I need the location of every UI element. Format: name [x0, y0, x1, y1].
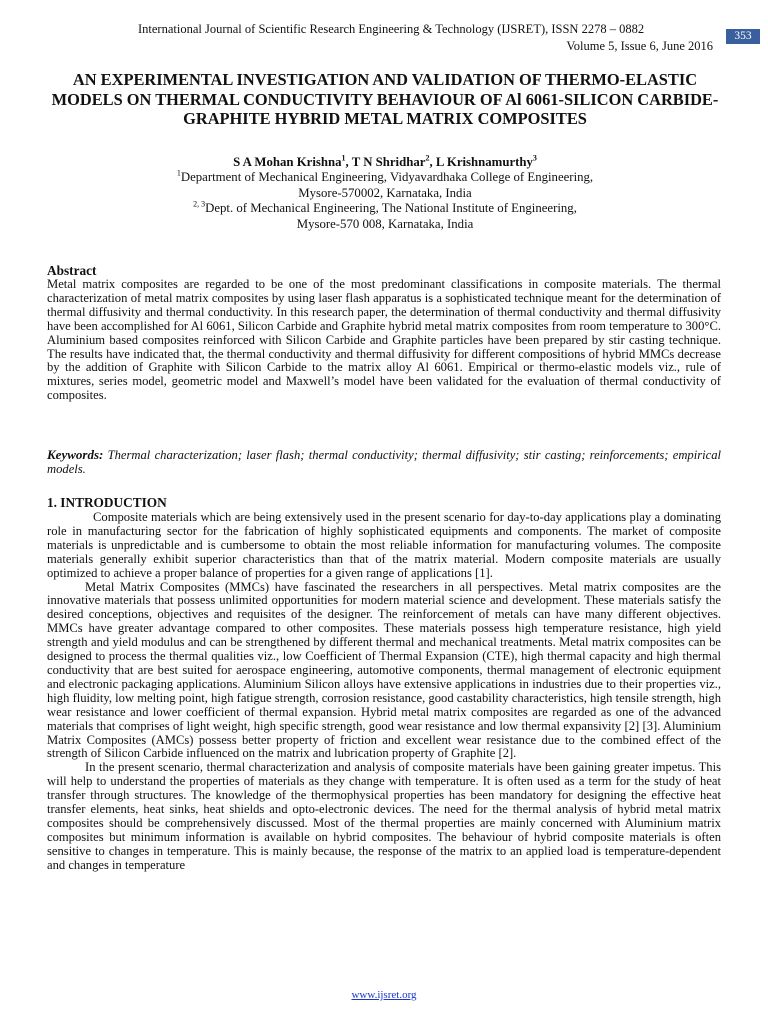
affiliation-sup: 2, 3 — [193, 199, 206, 209]
journal-header: International Journal of Scientific Research Engineering & Technology (IJSRET), ISSN 2278 – 0882 — [138, 22, 645, 36]
introduction-body — [47, 511, 721, 873]
affiliation-line: Mysore-570 008, Karnataka, India — [296, 216, 474, 231]
affiliation-sup: 1 — [176, 168, 181, 178]
affiliation-line: Dept. of Mechanical Engineering, The National Institute of Engineering, — [205, 201, 577, 215]
author-name: T N Shridhar — [351, 155, 426, 169]
paragraph: In the present scenario, thermal characterization and analysis of composite materials have been gaining greater impetus. This will help to understand the properties of materials as they change with temperature. It is often used as a term for the study of heat transfer through structures. The knowledge of the thermophysical properties has been mandatory for designing the effective heat transfer elements, heat sinks, heat shields and opto-electronic devices. The need for the thermal analysis of hybrid metal matrix composites should be comprehensively discussed. Most of the thermal properties are mainly concerned with Aluminium matrix composites but minimum information is available on hybrid composites. The behaviour of hybrid composite materials is often sensitive to changes in temperature. This is mainly because, the response of the matrix to an applied load is temperature-dependent and changes in temperature — [47, 760, 721, 872]
affiliation-line: Department of Mechanical Engineering, Vidyavardhaka College of Engineering, — [180, 170, 594, 184]
author-separator: , — [429, 155, 436, 169]
journal-website-link[interactable]: www.ijsret.org — [351, 989, 417, 1001]
author-name: S A Mohan Krishna — [233, 155, 342, 169]
abstract-text: Metal matrix composites are regarded to be one of the most predominant classifications in composite materials. The thermal characterization of metal matrix composites by using laser flash apparatus is a sophisticated technique meant for the determination of thermal diffusivity and thermal conductivity. In this research paper, the determination of thermal conductivity and thermal diffusivity have been accomplished for Al 6061, Silicon Carbide and Graphite hybrid metal matrix composites from room temperature to 300°C. Aluminium based composites reinforced with Silicon Carbide and Graphite particles have been prepared by stir casting technique. The results have indicated that, the thermal conductivity and thermal diffusivity for different compositions of hybrid MMCs decrease by the addition of Graphite with Silicon Carbide to the matrix alloy Al 6061. Empirical or thermo-elastic models viz., rule of mixtures, series model, geometric model and Maxwell’s model have been validated for the evaluation of thermal conductivity of composites. — [47, 277, 721, 403]
page-number-badge: 353 — [726, 29, 760, 44]
author-list — [40, 155, 730, 171]
section-heading-introduction: 1. INTRODUCTION — [47, 495, 167, 510]
paragraph: Metal Matrix Composites (MMCs) have fascinated the researchers in all perspectives. Metal matrix composites are the innovative materials that possess unlimited opportunities for modern material science and development. These materials satisfy the desired conceptions, objectives and requisites of the designer. The reinforcement of metals can have many different objectives. MMCs have greater advantage compared to other composites. These materials possess high temperature resistance, high yield strength and yield modulus and can be strengthened by different thermal and mechanical treatments. Metal matrix composites can be designed to process the thermal qualities viz., low Coefficient of Thermal Expansion (CTE), high thermal capacity and high thermal conductivity that are best suited for aerospace engineering, automotive components, thermal management of electronic equipment and electronic packaging applications. Aluminium Silicon alloys have extensive applications in industries due to their properties viz., high fluidity, low melting point, high fatigue strength, corrosion resistance, good castability characteristics, high tensile strength, high wear resistance and lower coefficient of thermal expansion. Hybrid metal matrix composites are regarded as one of the advanced materials that comprises of light weight, high specific strength, good wear resistance and low thermal expansivity [2] [3]. Aluminium Matrix Composites (AMCs) possess better property of friction and excellent wear resistance due to the combined effect of the strength of Silicon Carbide influenced on the matrix and lubrication property of Graphite [2]. — [47, 579, 721, 761]
author-sup: 1 — [341, 153, 346, 163]
author-name: L Krishnamurthy — [435, 155, 533, 169]
keywords-label: Keywords: — [47, 447, 104, 462]
author-sup: 2 — [425, 153, 430, 163]
volume-issue: Volume 5, Issue 6, June 2016 — [566, 39, 713, 53]
affiliation-2 — [40, 201, 730, 232]
paper-title: AN EXPERIMENTAL INVESTIGATION AND VALIDATION OF THERMO-ELASTIC MODELS ON THERMAL CONDUCTIVITY BEHAVIOUR OF Al 6061-SILICON CARBIDE-GRAPHITE HYBRID METAL MATRIX COMPOSITES — [51, 70, 719, 128]
affiliation-1 — [40, 170, 730, 201]
keywords — [47, 448, 721, 477]
abstract-heading: Abstract — [47, 263, 97, 278]
author-sup: 3 — [532, 153, 537, 163]
paragraph: Composite materials which are being extensively used in the present scenario for day-to-day applications play a dominating role in manufacturing sector for the fabrication of highly sophisticated equipments and components. The market of composite materials is unpredictable and is cumbersome to obtain the most reliable information for manufacturing volumes. The composite materials generally exhibit superior characteristics than that of the matrix material. Modern composite materials are usually optimized to achieve a proper balance of properties for a given range of applications [1]. — [47, 510, 721, 580]
author-separator: , — [345, 155, 352, 169]
affiliation-line: Mysore-570002, Karnataka, India — [298, 185, 472, 200]
keywords-text: Thermal characterization; laser flash; thermal conductivity; thermal diffusivity; stir casting; reinforcements; empirical models. — [47, 448, 721, 476]
